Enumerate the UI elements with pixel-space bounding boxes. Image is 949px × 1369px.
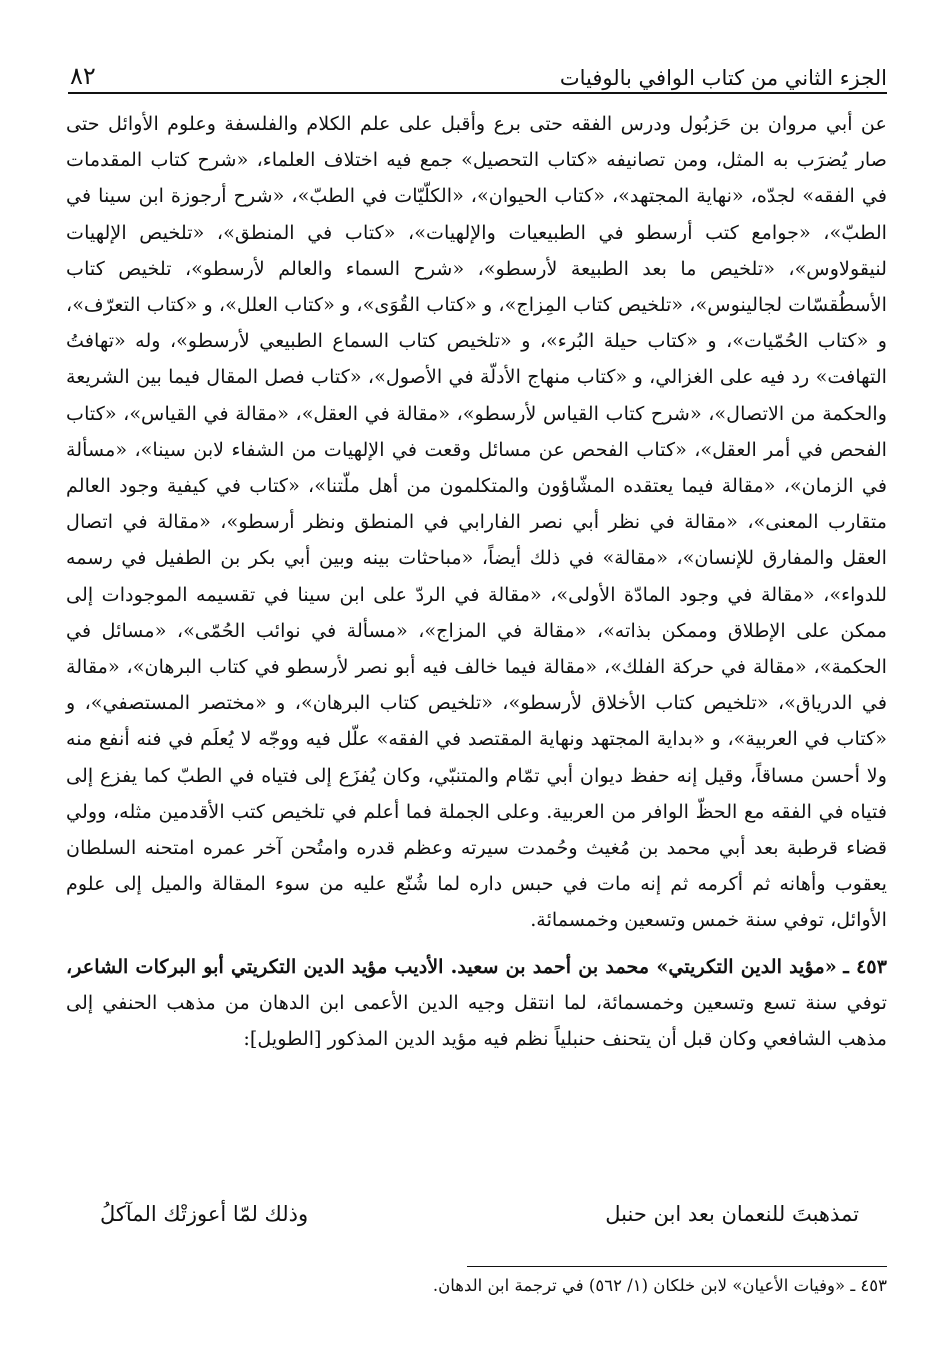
page-header [70, 40, 887, 90]
entry-453 [66, 949, 887, 1058]
entry-number: ٤٥٣ ـ [843, 954, 887, 978]
verse-line [100, 1202, 859, 1242]
header-rule [68, 92, 887, 94]
entry-text: توفي سنة تسع وتسعين وخمسمائة، لما انتقل وجيه الدين الأعمى ابن الدهان من مذهب الحنفي إلى مذهب الشافعي وكان قبل أن يتحنف حنبلياً نظم فيه مؤيد الدين المذكور [الطويل]: [66, 990, 887, 1051]
footnote: ٤٥٣ ـ «وفيات الأعيان» لابن خلكان (١/ ٥٦٢) في ترجمة ابن الدهان. [432, 1276, 887, 1295]
page-number: ٨٢ [70, 62, 96, 90]
paragraph-ibn-rushd-works: عن أبي مروان بن حَزبُول ودرس الفقه حتى برع وأقبل على علم الكلام والفلسفة وعلوم الأوائل حتى صار يُضرَب به المثل، ومن تصانيفه «كتاب التحصيل» جمع فيه اختلاف العلماء، «شرح كتاب المقدمات في الفقه» لجدّه، «نهاية المجتهد»، «كتاب الحيوان»، «الكلّيّات في الطبّ»، «شرح أرجوزة ابن سينا في الطبّ»، «جوامع كتب أرسطو في الطبيعيات والإلهيات»، «كتاب في المنطق»، «تلخيص الإلهيات لنيقولاوس»، «تلخيص ما بعد الطبيعة لأرسطو»، «شرح السماء والعالم لأرسطو»، تلخيص كتاب الأسطُقسّات لجالينوس»، «تلخيص كتاب المِزاج»، و «كتاب القُوَى»، و «كتاب العلل»، و «كتاب التعرّف»، و «كتاب الحُمّيات»، و «كتاب حيلة البُرء»، و «تلخيص كتاب السماع الطبيعي لأرسطو»، وله «تهافتُ التهافت» رد فيه على الغزالي، و «كتاب منهاج الأدلّة في الأصول»، «كتاب فصل المقال فيما بين الشريعة والحكمة من الاتصال»، «شرح كتاب القياس لأرسطو»، «مقالة في العقل»، «مقالة في القياس»، «كتاب الفحص في أمر العقل»، «كتاب الفحص عن مسائل وقعت في الإلهيات من الشفاء لابن سينا»، «مسألة في الزمان»، «مقالة فيما يعتقده المشّاؤون والمتكلمون من أهل ملّتنا»، «كتاب في كيفية وجود العالم متقارب المعنى»، «مقالة في نظر أبي نصر الفارابي في المنطق ونظر أرسطو»، «مقالة في اتصال العقل والمفارق للإنسان»، «مقالة» في ذلك أيضاً، «مباحثات بينه وبين أبي بكر بن الطفيل في رسمه للدواء»، «مقالة في وجود المادّة الأولى»، «مقالة في الردّ على ابن سينا في تقسيمه الموجودات إلى ممكن على الإطلاق وممكن بذاته»، «مقالة في المزاج»، «مسألة في نوائب الحُمّى»، «مسائل في الحكمة»، «مقالة في حركة الفلك»، «مقالة فيما خالف فيه أبو نصر لأرسطو في كتاب البرهان»، «مقالة في الدرياق»، «تلخيص كتاب الأخلاق لأرسطو»، «تلخيص كتاب البرهان»، و «مختصر المستصفي»، و «كتاب في العربية»، و «بداية المجتهد ونهاية المقتصد في الفقه» علّل فيه ووجّه لا يُعلَم في فنه أنفع منه ولا أحسن مساقاً، وقيل إنه حفظ ديوان أبي تمّام والمتنبّي، وكان يُفزَع إلى فتياه في الطبّ كما يفزع إلى فتياه في الفقه مع الحظّ الوافر من العربية. وعلى الجملة فما أعلم في تلخيص كتب الأقدمين مثله، وولي قضاء قرطبة بعد أبي محمد بن مُغيث وحُمدت سيرته وعظم قدره وامتُحن آخر عمره امتحنه السلطان يعقوب وأهانه ثم أكرمه ثم إنه مات في حبس داره لما شُنّع عليه من سوء المقالة والميل إلى علوم الأوائل، توفي سنة خمس وتسعين وخمسمائة. [66, 112, 887, 932]
verse-second-hemistich: وذلك لمّا أعوزتْك المآكلُ [100, 1202, 309, 1226]
verse-first-hemistich: تمذهبتَ للنعمان بعد ابن حنبل [605, 1202, 859, 1226]
entry-heading: «مؤيد الدين التكريتي» محمد بن أحمد بن سعيد. الأديب مؤيد الدين التكريتي أبو البركات الشاعر، [66, 954, 837, 978]
footnote-rule [467, 1266, 887, 1267]
main-text [66, 106, 887, 1057]
running-title: الجزء الثاني من كتاب الوافي بالوفيات [559, 66, 887, 90]
